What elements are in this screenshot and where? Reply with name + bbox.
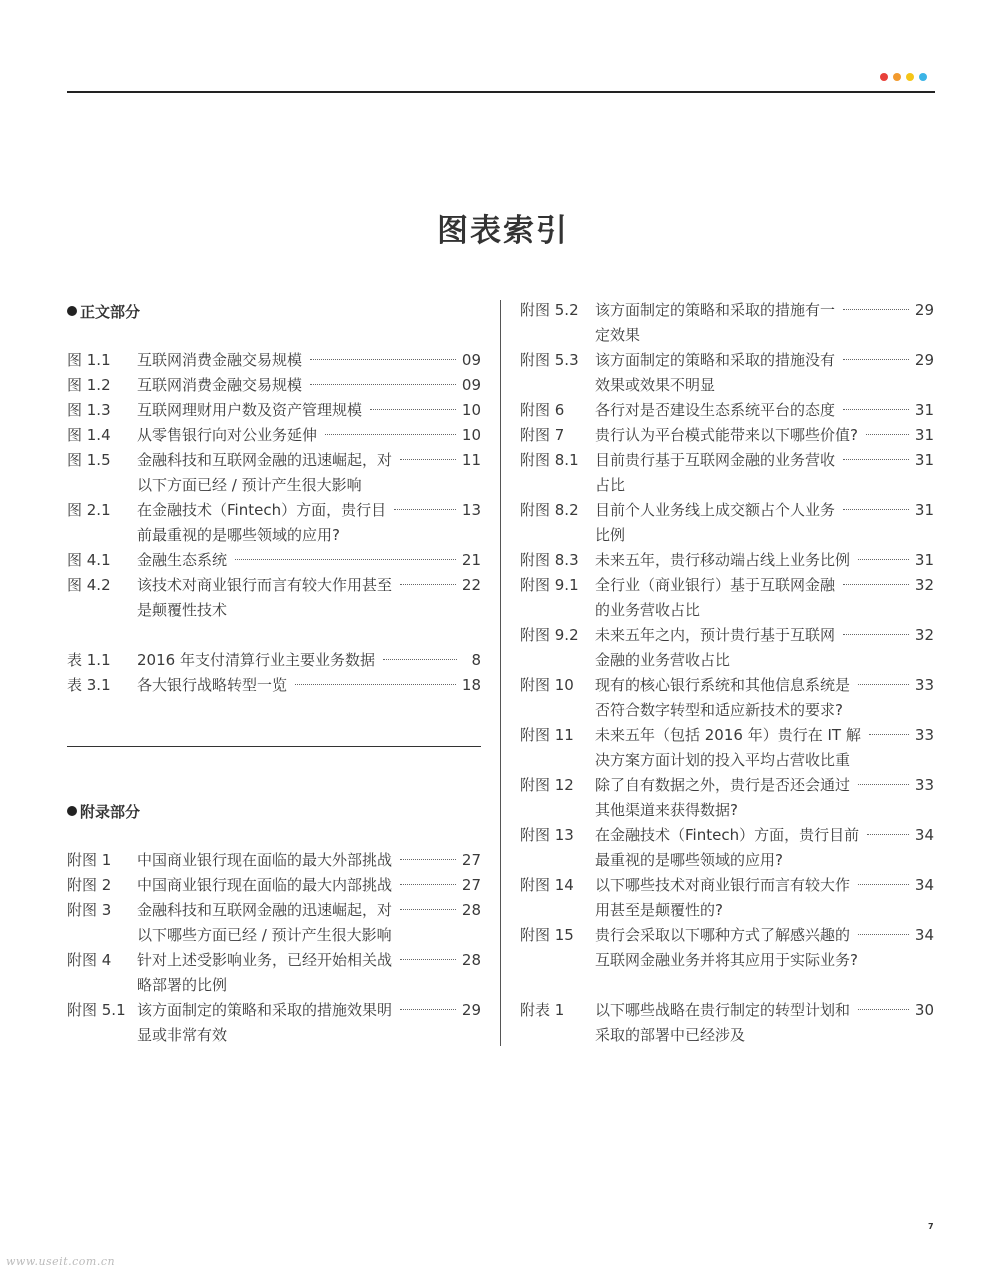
toc-entry[interactable]	[67, 573, 481, 623]
appendix-right-list	[520, 298, 934, 973]
dot-leader	[843, 634, 909, 635]
toc-entry-label: 附图 8.3	[520, 551, 579, 569]
dot-leader	[858, 684, 909, 685]
toc-entry[interactable]	[520, 823, 934, 873]
toc-entry-title-cont: 前最重视的是哪些领域的应用?	[137, 526, 340, 544]
dot-leader	[843, 459, 909, 460]
dot-leader	[400, 909, 456, 910]
toc-entry-title: 该方面制定的策略和采取的措施效果明	[137, 1001, 393, 1019]
toc-entry[interactable]	[67, 948, 481, 998]
dot-leader	[295, 684, 456, 685]
toc-entry-page: 31	[914, 451, 934, 469]
toc-entry-label: 表 1.1	[67, 651, 111, 669]
dot-leader	[858, 1009, 909, 1010]
toc-entry[interactable]	[67, 848, 481, 873]
toc-entry-label: 附图 8.2	[520, 501, 579, 519]
dot-leader	[394, 509, 456, 510]
toc-entry-page: 27	[461, 876, 481, 894]
toc-entry-label: 图 1.2	[67, 376, 111, 394]
toc-entry-title: 以下哪些技术对商业银行而言有较大作	[595, 876, 851, 894]
toc-entry-title-cont: 否符合数字转型和适应新技术的要求?	[595, 701, 843, 719]
toc-entry[interactable]	[67, 398, 481, 423]
toc-entry-label: 附图 10	[520, 676, 574, 694]
toc-entry-label: 附图 5.1	[67, 1001, 126, 1019]
toc-entry[interactable]	[520, 998, 934, 1048]
toc-entry-page: 11	[461, 451, 481, 469]
page-title: 图表索引	[437, 213, 569, 249]
toc-entry-page: 29	[461, 1001, 481, 1019]
toc-entry-title-cont: 以下方面已经 / 预计产生很大影响	[137, 476, 362, 494]
toc-entry-title: 除了自有数据之外，贵行是否还会通过	[595, 776, 851, 794]
dot-leader	[400, 884, 456, 885]
main-tables-list	[67, 648, 481, 698]
toc-entry-label: 附表 1	[520, 1001, 565, 1019]
toc-entry-label: 附图 13	[520, 826, 574, 844]
toc-entry-title: 以下哪些战略在贵行制定的转型计划和	[595, 1001, 851, 1019]
toc-entry[interactable]	[67, 873, 481, 898]
toc-entry-page: 28	[461, 901, 481, 919]
toc-entry-page: 8	[471, 651, 481, 669]
appendix-left-list	[67, 848, 481, 1048]
toc-entry-title: 该方面制定的策略和采取的措施没有	[595, 351, 836, 369]
section-divider	[67, 746, 481, 747]
toc-entry-title-cont: 采取的部署中已经涉及	[595, 1026, 746, 1044]
toc-entry-label: 附图 12	[520, 776, 574, 794]
toc-entry-label: 图 4.1	[67, 551, 111, 569]
toc-entry[interactable]	[520, 923, 934, 973]
orange-dot	[893, 73, 901, 81]
toc-entry-page: 33	[914, 676, 934, 694]
color-dots	[880, 73, 927, 81]
toc-entry-title-cont: 用甚至是颠覆性的?	[595, 901, 723, 919]
toc-entry[interactable]	[520, 423, 934, 448]
dot-leader	[858, 559, 909, 560]
toc-entry[interactable]	[67, 998, 481, 1048]
toc-entry-title: 针对上述受影响业务，已经开始相关战	[137, 951, 393, 969]
toc-entry-label: 图 1.5	[67, 451, 111, 469]
toc-entry-page: 09	[461, 376, 481, 394]
dot-leader	[858, 884, 909, 885]
toc-entry-title: 全行业（商业银行）基于互联网金融	[595, 576, 836, 594]
toc-entry-page: 10	[461, 401, 481, 419]
toc-entry[interactable]	[67, 348, 481, 373]
toc-entry-page: 29	[914, 301, 934, 319]
toc-entry[interactable]	[520, 773, 934, 823]
toc-entry[interactable]	[67, 373, 481, 398]
dot-leader	[400, 859, 456, 860]
toc-entry-label: 附图 6	[520, 401, 565, 419]
toc-entry-page: 34	[914, 926, 934, 944]
toc-entry-title: 未来五年（包括 2016 年）贵行在 IT 解	[595, 726, 861, 744]
toc-entry[interactable]	[520, 498, 934, 548]
dot-leader	[843, 509, 909, 510]
toc-entry[interactable]	[520, 398, 934, 423]
toc-entry-title: 在金融技术（Fintech）方面，贵行目	[137, 501, 387, 519]
toc-entry-page: 28	[461, 951, 481, 969]
toc-entry-page: 30	[914, 1001, 934, 1019]
toc-entry[interactable]	[520, 298, 934, 348]
toc-entry-title: 各大银行战略转型一览	[137, 676, 288, 694]
toc-entry-page: 18	[461, 676, 481, 694]
toc-entry-title: 目前个人业务线上成交额占个人业务	[595, 501, 836, 519]
toc-entry-page: 10	[461, 426, 481, 444]
toc-entry-title: 未来五年，贵行移动端占线上业务比例	[595, 551, 851, 569]
toc-entry-title: 中国商业银行现在面临的最大外部挑战	[137, 851, 393, 869]
toc-entry-title-cont: 互联网金融业务并将其应用于实际业务?	[595, 951, 858, 969]
toc-entry-title-cont: 是颠覆性技术	[137, 601, 228, 619]
dot-leader	[843, 359, 909, 360]
toc-entry-page: 09	[461, 351, 481, 369]
toc-entry-page: 32	[914, 576, 934, 594]
toc-entry-title-cont: 以下哪些方面已经 / 预计产生很大影响	[137, 926, 392, 944]
toc-entry-label: 图 2.1	[67, 501, 111, 519]
toc-entry-title-cont: 定效果	[595, 326, 641, 344]
toc-entry-title: 2016 年支付清算行业主要业务数据	[137, 651, 375, 669]
toc-entry-page: 22	[461, 576, 481, 594]
toc-entry[interactable]	[520, 873, 934, 923]
toc-entry-title: 金融科技和互联网金融的迅速崛起，对	[137, 451, 393, 469]
toc-entry-page: 21	[461, 551, 481, 569]
dot-leader	[866, 434, 909, 435]
dot-leader	[310, 359, 456, 360]
toc-entry-label: 附图 11	[520, 726, 574, 744]
toc-entry-title: 贵行会采取以下哪种方式了解感兴趣的	[595, 926, 851, 944]
dot-leader	[400, 584, 456, 585]
page-number: 7	[928, 1222, 934, 1231]
toc-entry-label: 图 1.4	[67, 426, 111, 444]
toc-entry[interactable]	[520, 548, 934, 573]
toc-entry-title: 各行对是否建设生态系统平台的态度	[595, 401, 836, 419]
toc-entry[interactable]	[520, 723, 934, 773]
toc-entry-label: 附图 15	[520, 926, 574, 944]
toc-entry-page: 31	[914, 501, 934, 519]
toc-entry-title-cont: 最重视的是哪些领域的应用?	[595, 851, 783, 869]
toc-entry-label: 附图 9.2	[520, 626, 579, 644]
toc-entry-title: 现有的核心银行系统和其他信息系统是	[595, 676, 851, 694]
toc-entry[interactable]	[520, 573, 934, 623]
toc-entry-page: 34	[914, 876, 934, 894]
toc-entry[interactable]	[520, 448, 934, 498]
bullet-icon	[67, 806, 77, 816]
dot-leader	[310, 384, 456, 385]
dot-leader	[843, 309, 909, 310]
toc-entry-title-cont: 金融的业务营收占比	[595, 651, 731, 669]
dot-leader	[843, 409, 909, 410]
toc-entry-label: 附图 5.2	[520, 301, 579, 319]
appendix-table-list	[520, 998, 934, 1048]
dot-leader	[858, 934, 909, 935]
dot-leader	[867, 834, 909, 835]
toc-entry-page: 33	[914, 776, 934, 794]
dot-leader	[400, 1009, 456, 1010]
toc-entry[interactable]	[67, 898, 481, 948]
dot-leader	[400, 459, 456, 460]
toc-entry-page: 29	[914, 351, 934, 369]
toc-entry[interactable]	[67, 423, 481, 448]
toc-entry-title: 金融科技和互联网金融的迅速崛起，对	[137, 901, 393, 919]
toc-entry-label: 附图 8.1	[520, 451, 579, 469]
toc-entry-title: 互联网消费金融交易规模	[137, 376, 303, 394]
main-figures-list	[67, 348, 481, 623]
toc-entry-title: 从零售银行向对公业务延伸	[137, 426, 318, 444]
toc-entry-label: 附图 9.1	[520, 576, 579, 594]
toc-entry-title-cont: 决方案方面计划的投入平均占营收比重	[595, 751, 851, 769]
toc-entry-label: 图 4.2	[67, 576, 111, 594]
toc-entry[interactable]	[520, 623, 934, 673]
toc-entry-label: 附图 4	[67, 951, 112, 969]
dot-leader	[325, 434, 456, 435]
toc-entry[interactable]	[67, 448, 481, 498]
yellow-dot	[906, 73, 914, 81]
red-dot	[880, 73, 888, 81]
toc-entry[interactable]	[67, 673, 481, 698]
toc-entry-label: 附图 3	[67, 901, 112, 919]
toc-entry-label: 附图 5.3	[520, 351, 579, 369]
toc-entry-title-cont: 略部署的比例	[137, 976, 228, 994]
toc-entry-title: 该技术对商业银行而言有较大作用甚至	[137, 576, 393, 594]
toc-entry-title: 目前贵行基于互联网金融的业务营收	[595, 451, 836, 469]
toc-entry-title: 贵行认为平台模式能带来以下哪些价值?	[595, 426, 858, 444]
dot-leader	[400, 959, 456, 960]
toc-entry[interactable]	[67, 548, 481, 573]
dot-leader	[843, 584, 909, 585]
toc-entry-page: 31	[914, 426, 934, 444]
toc-entry-label: 附图 2	[67, 876, 112, 894]
toc-entry-title: 在金融技术（Fintech）方面，贵行目前	[595, 826, 860, 844]
dot-leader	[235, 559, 456, 560]
toc-entry-title: 互联网理财用户数及资产管理规模	[137, 401, 363, 419]
toc-entry-page: 34	[914, 826, 934, 844]
toc-entry-title-cont: 比例	[595, 526, 626, 544]
toc-entry-label: 附图 7	[520, 426, 565, 444]
toc-entry-page: 33	[914, 726, 934, 744]
blue-dot	[919, 73, 927, 81]
main-section-heading: 正文部分	[67, 301, 140, 322]
bullet-icon	[67, 306, 77, 316]
toc-entry-title: 该方面制定的策略和采取的措施有一	[595, 301, 836, 319]
dot-leader	[383, 659, 457, 660]
toc-entry-page: 27	[461, 851, 481, 869]
top-rule	[67, 91, 935, 93]
toc-entry-title: 互联网消费金融交易规模	[137, 351, 303, 369]
watermark: www.useit.com.cn	[6, 1255, 116, 1268]
toc-entry-title-cont: 显或非常有效	[137, 1026, 228, 1044]
toc-entry-title: 金融生态系统	[137, 551, 228, 569]
dot-leader	[370, 409, 456, 410]
appendix-section-heading: 附录部分	[67, 801, 140, 822]
toc-entry-title-cont: 效果或效果不明显	[595, 376, 716, 394]
toc-entry-label: 附图 14	[520, 876, 574, 894]
toc-entry-page: 32	[914, 626, 934, 644]
toc-entry-page: 31	[914, 401, 934, 419]
toc-entry[interactable]	[520, 673, 934, 723]
dot-leader	[869, 734, 909, 735]
toc-entry-title-cont: 占比	[595, 476, 626, 494]
toc-entry-page: 13	[461, 501, 481, 519]
toc-entry-label: 附图 1	[67, 851, 112, 869]
toc-entry-title-cont: 的业务营收占比	[595, 601, 701, 619]
toc-entry[interactable]	[520, 348, 934, 398]
toc-entry-label: 图 1.1	[67, 351, 111, 369]
toc-entry-title-cont: 其他渠道来获得数据?	[595, 801, 738, 819]
toc-entry[interactable]	[67, 498, 481, 548]
column-divider	[500, 300, 501, 1046]
toc-entry-title: 未来五年之内，预计贵行基于互联网	[595, 626, 836, 644]
toc-entry-label: 图 1.3	[67, 401, 111, 419]
toc-entry-page: 31	[914, 551, 934, 569]
dot-leader	[858, 784, 909, 785]
toc-entry-label: 表 3.1	[67, 676, 111, 694]
toc-entry[interactable]	[67, 648, 481, 673]
toc-entry-title: 中国商业银行现在面临的最大内部挑战	[137, 876, 393, 894]
